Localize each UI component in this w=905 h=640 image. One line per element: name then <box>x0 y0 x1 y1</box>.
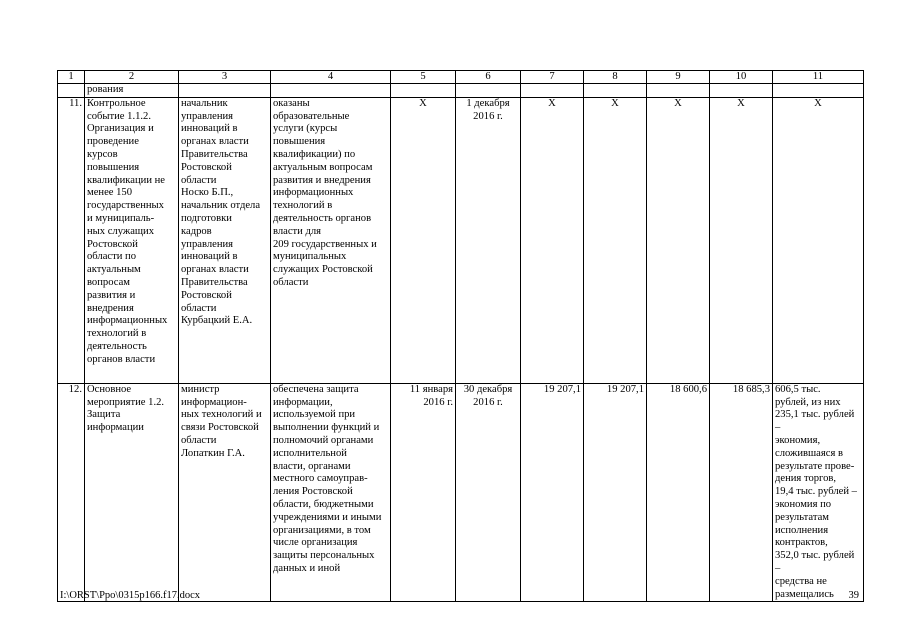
responsible-person: начальник управления инноваций в органах власти Правительства Ростовской области Носко Б.П., начальник отдела подготовки кадров управления инноваций в органах власти Правительства Ростовской области Курбацкий Е.А. <box>179 97 271 383</box>
value-col7: X <box>521 97 584 383</box>
header-cell: 2 <box>85 71 179 84</box>
result-description: оказаны образовательные услуги (курсы повышения квалификации) по актуальным вопросам развития и внедрения информационных технологий в деятельность органов власти для 209 государственных и муниципальных служащих Ростовской области <box>271 97 391 383</box>
header-cell: 5 <box>391 71 456 84</box>
value-col10: X <box>710 97 773 383</box>
event-name: Контрольное событие 1.1.2. Организация и проведение курсов повышения квалификации не менее 150 государственных и муниципаль- ных служащих Ростовской области по актуальным вопросам развития и внедрения информационных технологий в деятельность органов власти <box>85 97 179 383</box>
value-col11: X <box>773 97 864 383</box>
row-number: 12. <box>58 383 85 602</box>
value-col9: X <box>647 97 710 383</box>
continuation-text: рования <box>85 84 179 98</box>
header-cell: 10 <box>710 71 773 84</box>
value-col10: 18 685,3 <box>710 383 773 602</box>
value-col8: X <box>584 97 647 383</box>
end-date: 30 декабря 2016 г. <box>456 383 521 602</box>
header-cell: 9 <box>647 71 710 84</box>
header-cell: 1 <box>58 71 85 84</box>
start-date: X <box>391 97 456 383</box>
table-row <box>58 97 864 383</box>
row-number: 11. <box>58 97 85 383</box>
event-name: Основное мероприятие 1.2. Защита информации <box>85 383 179 602</box>
responsible-person: министр информацион- ных технологий и связи Ростовской области Лопаткин Г.А. <box>179 383 271 602</box>
start-date: 11 января 2016 г. <box>391 383 456 602</box>
value-col7: 19 207,1 <box>521 383 584 602</box>
continuation-row <box>58 84 864 98</box>
end-date: 1 декабря 2016 г. <box>456 97 521 383</box>
header-cell: 4 <box>271 71 391 84</box>
note: 606,5 тыс. рублей, из них 235,1 тыс. рублей – экономия, сложившаяся в результате прове- дения торгов, 19,4 тыс. рублей – экономия по результатам исполнения контрактов, 352,0 тыс. рублей – средства не размещались <box>773 383 864 602</box>
result-description: обеспечена защита информации, используемой при выполнении функций и полномочий органами исполнительной власти, органами местного самоуправ- ления Ростовской области, бюджетными учреждениями и иными организациями, в том числе организация защиты персональных данных и иной <box>271 383 391 602</box>
page-number: 39 <box>848 590 859 601</box>
report-table <box>57 70 864 602</box>
header-cell: 7 <box>521 71 584 84</box>
header-cell: 11 <box>773 71 864 84</box>
value-col9: 18 600,6 <box>647 383 710 602</box>
column-number-header-row <box>58 71 864 84</box>
header-cell: 3 <box>179 71 271 84</box>
table-row <box>58 383 864 602</box>
header-cell: 6 <box>456 71 521 84</box>
value-col8: 19 207,1 <box>584 383 647 602</box>
header-cell: 8 <box>584 71 647 84</box>
document-path: I:\ORST\Ppo\0315p166.f17.docx <box>60 590 201 601</box>
